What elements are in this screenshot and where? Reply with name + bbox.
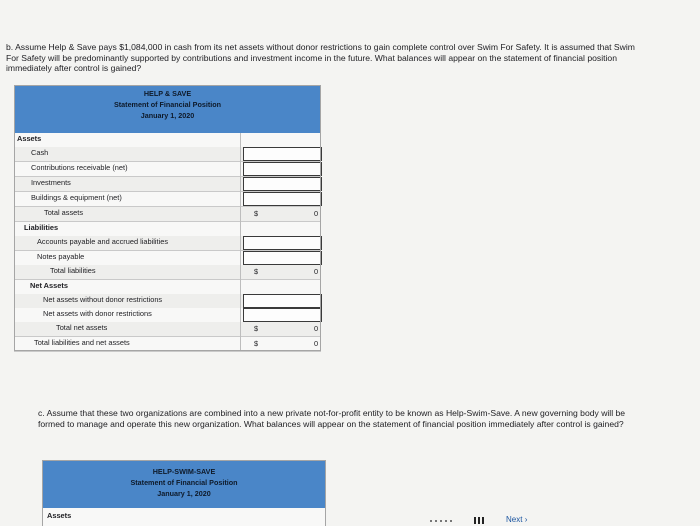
next-button[interactable] (506, 515, 527, 524)
buildings-equipment-input[interactable] (243, 192, 322, 206)
total-net-assets-label: Total net assets (56, 323, 108, 332)
chevron-right-icon: › (524, 515, 528, 524)
accounts-payable-input[interactable] (243, 236, 322, 250)
net-assets-with-restrictions-label: Net assets with donor restrictions (43, 309, 152, 318)
cash-input[interactable] (243, 147, 322, 161)
statement-date: January 1, 2020 (157, 489, 211, 498)
currency-sign: $ (254, 324, 259, 333)
statement-title: Statement of Financial Position (130, 478, 238, 487)
next-label: Next (506, 515, 523, 524)
total-liabilities-label: Total liabilities (50, 266, 96, 275)
net-assets-without-restrictions-label: Net assets without donor restrictions (43, 295, 163, 304)
notes-payable-input[interactable] (243, 251, 322, 265)
total-net-assets-value: 0 (314, 324, 319, 333)
total-liabilities-value: 0 (314, 267, 319, 276)
total-assets-value: 0 (314, 209, 319, 218)
total-assets-label: Total assets (44, 208, 84, 217)
investments-input[interactable] (243, 177, 322, 191)
question-b-text: b. Assume Help & Save pays $1,084,000 in cash from its net assets without donor restrictions to gain complete control over Swim For Safety. It is assumed that Swim For Safety will be predominantly supported by contributions and investment income in the future. What balances will appear on the statement of financial position immediately after control is gained? (6, 42, 635, 74)
total-liabilities-net-assets-label: Total liabilities and net assets (34, 338, 130, 347)
statement-title: Statement of Financial Position (113, 100, 222, 109)
assets-heading: Assets (17, 134, 42, 143)
question-c-text: c. Assume that these two organizations are combined into a new private not-for-profit entity to be known as Help-Swim-Save. A new governing body will be formed to manage and operate this new organization. What balances will appear on the statement of financial position immediately after control is gained? (38, 408, 626, 429)
statement-header (14, 85, 321, 133)
total-liabilities-net-assets-value: 0 (314, 339, 319, 348)
currency-sign: $ (254, 267, 259, 276)
statement-date: January 1, 2020 (140, 111, 195, 120)
company-name: HELP & SAVE (143, 89, 192, 98)
net-assets-with-restrictions-input[interactable] (243, 308, 322, 322)
buildings-equipment-label: Buildings & equipment (net) (31, 193, 122, 202)
liabilities-heading: Liabilities (24, 223, 59, 232)
company-name: HELP-SWIM-SAVE (152, 467, 216, 476)
table-row (42, 508, 326, 526)
page-dots-icon (430, 520, 454, 522)
contributions-receivable-label: Contributions receivable (net) (31, 163, 128, 172)
accounts-payable-label: Accounts payable and accrued liabilities (37, 237, 169, 246)
column-divider (240, 133, 241, 351)
contributions-receivable-input[interactable] (243, 162, 322, 176)
statement-header (42, 460, 326, 508)
net-assets-heading: Net Assets (30, 281, 68, 290)
table-row (14, 133, 321, 148)
cash-label: Cash (31, 148, 49, 157)
currency-sign: $ (254, 339, 259, 348)
grid-icon[interactable] (474, 517, 484, 524)
net-assets-without-restrictions-input[interactable] (243, 294, 322, 308)
table-row (14, 222, 321, 237)
notes-payable-label: Notes payable (37, 252, 85, 261)
investments-label: Investments (31, 178, 71, 187)
assets-heading: Assets (47, 511, 72, 520)
currency-sign: $ (254, 209, 259, 218)
